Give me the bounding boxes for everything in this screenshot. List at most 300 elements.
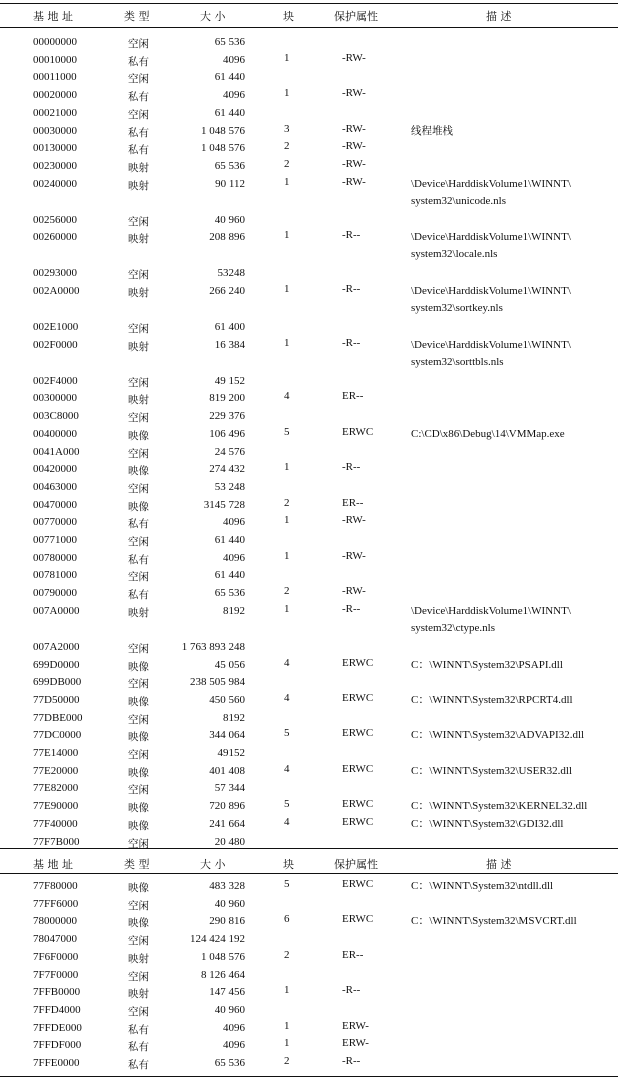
header-protection: 保护属性	[334, 10, 378, 23]
table1-header-rule	[0, 27, 618, 28]
cell-size: 65 536	[214, 587, 245, 600]
cell-blocks: 2	[284, 1055, 290, 1067]
cell-blocks: 2	[284, 585, 290, 598]
cell-description: \Device\HarddiskVolume1\WINNT\ system32\unicode.nls	[411, 177, 571, 207]
cell-size: 61 400	[214, 321, 245, 333]
cell-description: \Device\HarddiskVolume1\WINNT\ system32\locale.nls	[411, 231, 571, 261]
cell-size: 238 505 984	[190, 676, 245, 689]
table-row	[0, 779, 618, 797]
cell-protection: -R--	[342, 336, 361, 349]
table-row	[0, 566, 618, 584]
cell-size: 16 384	[214, 338, 245, 351]
cell-type: 空闲	[128, 837, 149, 850]
cell-blocks: 1	[284, 602, 290, 615]
table-row	[0, 602, 618, 638]
cell-type: 映像	[128, 882, 149, 894]
table-row	[0, 496, 618, 514]
cell-address: 7F7F0000	[33, 968, 79, 981]
cell-size: 450 560	[209, 693, 245, 706]
cell-type: 私有	[128, 1023, 149, 1036]
cell-blocks: 2	[284, 140, 290, 153]
cell-type: 空闲	[128, 108, 149, 121]
cell-type: 映像	[128, 500, 149, 513]
cell-address: 00011000	[33, 71, 77, 84]
cell-type: 空闲	[128, 1005, 149, 1018]
header-description: 描 述	[486, 10, 512, 23]
cell-address: 002E1000	[33, 321, 79, 333]
table-row	[0, 638, 618, 656]
cell-protection: -RW-	[342, 122, 366, 135]
cell-address: 7FFB0000	[33, 986, 81, 999]
table-row	[0, 443, 618, 461]
table-row	[0, 104, 618, 122]
cell-blocks: 5	[284, 727, 290, 740]
cell-size: 53 248	[214, 480, 245, 493]
table-row	[0, 460, 618, 478]
cell-blocks: 4	[284, 815, 290, 828]
cell-type: 映像	[128, 429, 149, 442]
cell-size: 1 048 576	[201, 142, 245, 155]
table-row	[0, 407, 618, 425]
cell-size: 344 064	[209, 729, 245, 742]
cell-size: 106 496	[209, 427, 245, 440]
cell-address: 77FF6000	[33, 897, 79, 910]
cell-type: 映射	[128, 988, 149, 1001]
table-row	[0, 912, 618, 930]
header-type: 类 型	[124, 10, 150, 23]
cell-blocks: 4	[284, 390, 290, 403]
table-row	[0, 389, 618, 407]
cell-address: 00020000	[33, 89, 77, 102]
cell-address: 00780000	[33, 551, 77, 564]
cell-blocks: 2	[284, 948, 290, 961]
cell-type: 空闲	[128, 482, 149, 495]
cell-size: 124 424 192	[190, 933, 245, 946]
cell-size: 65 536	[214, 1057, 245, 1069]
cell-type: 空闲	[128, 899, 149, 912]
cell-type: 映射	[128, 394, 149, 407]
cell-type: 空闲	[128, 749, 149, 761]
cell-type: 映像	[128, 819, 149, 832]
cell-address: 7F6F0000	[33, 950, 79, 963]
cell-address: 00293000	[33, 267, 77, 280]
cell-address: 00790000	[33, 587, 77, 600]
cell-protection: -R--	[342, 283, 361, 295]
cell-blocks: 2	[284, 157, 290, 170]
cell-size: 266 240	[209, 285, 245, 297]
header-size: 大 小	[200, 10, 226, 23]
cell-protection: ERWC	[342, 878, 374, 890]
table-row	[0, 656, 618, 674]
cell-address: 77E82000	[33, 782, 79, 795]
cell-address: 00300000	[33, 392, 77, 405]
cell-type: 映射	[128, 233, 149, 246]
cell-address: 77F7B000	[33, 835, 80, 848]
table-row	[0, 549, 618, 567]
cell-blocks: 4	[284, 656, 290, 669]
cell-blocks: 4	[284, 762, 290, 775]
cell-size: 4096	[223, 516, 245, 529]
cell-size: 274 432	[209, 463, 245, 476]
table-row	[0, 282, 618, 318]
cell-address: 00256000	[33, 213, 77, 226]
cell-type: 映射	[128, 287, 149, 299]
cell-address: 007A2000	[33, 640, 80, 653]
table-row	[0, 744, 618, 762]
cell-size: 208 896	[209, 231, 245, 244]
cell-protection: ERWC	[342, 798, 374, 811]
cell-address: 77E90000	[33, 800, 79, 813]
cell-address: 77D50000	[33, 693, 80, 706]
cell-type: 映射	[128, 179, 149, 192]
cell-type: 空闲	[128, 642, 149, 655]
cell-size: 40 960	[214, 213, 245, 226]
header-protection: 保护属性	[334, 858, 378, 871]
cell-type: 映射	[128, 340, 149, 353]
table-row	[0, 691, 618, 709]
cell-address: 00230000	[33, 159, 77, 172]
header-blocks: 块	[283, 858, 294, 871]
cell-blocks: 1	[284, 461, 290, 474]
cell-address: 7FFD4000	[33, 1003, 81, 1016]
cell-address: 00260000	[33, 231, 77, 244]
cell-description: C：\WINNT\System32\KERNEL32.dll	[411, 800, 588, 813]
cell-blocks: 1	[284, 229, 290, 242]
cell-size: 1 048 576	[201, 124, 245, 137]
cell-size: 147 456	[209, 986, 245, 999]
cell-protection: ER--	[342, 390, 364, 403]
cell-type: 映像	[128, 660, 149, 673]
cell-protection: -R--	[342, 602, 361, 615]
cell-type: 空闲	[128, 784, 149, 797]
cell-address: 77F40000	[33, 817, 78, 830]
cell-size: 720 896	[209, 800, 245, 813]
cell-protection: ERW-	[342, 1037, 369, 1050]
table-row	[0, 175, 618, 211]
table-row	[0, 122, 618, 140]
cell-blocks: 5	[284, 798, 290, 811]
cell-protection: ERW-	[342, 1019, 369, 1032]
cell-type: 空闲	[128, 412, 149, 425]
header-base-address: 基 地 址	[33, 858, 73, 871]
table-row	[0, 983, 618, 1001]
cell-address: 002F0000	[33, 338, 78, 351]
table-row	[0, 478, 618, 496]
cell-size: 4096	[223, 551, 245, 564]
cell-description: C:\CD\x86\Debug\14\VMMap.exe	[411, 427, 565, 440]
cell-blocks: 2	[284, 496, 290, 509]
cell-blocks: 6	[284, 913, 290, 926]
table-row	[0, 797, 618, 815]
cell-protection: ERWC	[342, 913, 374, 926]
cell-address: 00000000	[33, 36, 77, 48]
table2-header-rule	[0, 873, 618, 874]
cell-protection: ERWC	[342, 425, 374, 438]
cell-protection: -RW-	[342, 51, 366, 64]
cell-size: 24 576	[214, 445, 245, 458]
cell-type: 空闲	[128, 73, 149, 86]
cell-type: 映像	[128, 802, 149, 815]
cell-address: 00400000	[33, 427, 77, 440]
cell-address: 00781000	[33, 569, 77, 582]
cell-size: 3145 728	[203, 498, 245, 511]
table-row	[0, 211, 618, 229]
cell-size: 401 408	[209, 764, 245, 777]
cell-address: 78047000	[33, 933, 77, 946]
cell-size: 483 328	[209, 880, 245, 892]
cell-blocks: 1	[284, 1037, 290, 1050]
cell-protection: ERWC	[342, 762, 374, 775]
cell-address: 00240000	[33, 177, 77, 190]
table-row	[0, 584, 618, 602]
cell-address: 7FFDE000	[33, 1021, 82, 1034]
cell-type: 映像	[128, 766, 149, 779]
cell-address: 002A0000	[33, 285, 80, 297]
cell-blocks: 1	[284, 87, 290, 100]
cell-type: 映像	[128, 465, 149, 478]
header-base-address: 基 地 址	[33, 10, 73, 23]
cell-address: 00010000	[33, 53, 77, 66]
cell-description: C：\WINNT\System32\MSVCRT.dll	[411, 915, 577, 928]
cell-protection: -RW-	[342, 157, 366, 170]
cell-size: 4096	[223, 89, 245, 102]
header-size: 大 小	[200, 858, 226, 871]
cell-type: 空闲	[128, 215, 149, 228]
cell-size: 1 048 576	[201, 950, 245, 963]
cell-size: 4096	[223, 1021, 245, 1034]
table-row	[0, 895, 618, 913]
cell-description: 线程堆栈	[411, 124, 453, 137]
cell-size: 20 480	[214, 835, 245, 848]
cell-size: 4096	[223, 53, 245, 66]
cell-blocks: 5	[284, 425, 290, 438]
cell-protection: -RW-	[342, 175, 366, 188]
cell-size: 45 056	[214, 658, 245, 671]
cell-description: C：\WINNT\System32\PSAPI.dll	[411, 658, 563, 671]
table-row	[0, 726, 618, 744]
cell-type: 私有	[128, 589, 149, 602]
table-row	[0, 966, 618, 984]
cell-type: 私有	[128, 553, 149, 566]
cell-type: 空闲	[128, 38, 149, 50]
table-row	[0, 531, 618, 549]
cell-type: 私有	[128, 91, 149, 104]
header-description: 描 述	[486, 858, 512, 871]
cell-size: 65 536	[214, 159, 245, 172]
cell-blocks: 1	[284, 175, 290, 188]
cell-description: C：\WINNT\System32\GDI32.dll	[411, 817, 564, 830]
table-row	[0, 709, 618, 727]
cell-protection: -R--	[342, 984, 361, 997]
cell-description: C：\WINNT\System32\USER32.dll	[411, 764, 573, 777]
table-row	[0, 762, 618, 780]
cell-size: 49 152	[214, 374, 245, 387]
cell-type: 私有	[128, 1041, 149, 1054]
cell-address: 002F4000	[33, 374, 78, 387]
cell-size: 65 536	[214, 36, 245, 48]
cell-blocks: 5	[284, 878, 290, 890]
cell-type: 私有	[128, 144, 149, 157]
table-row	[0, 877, 618, 895]
table1-header	[0, 4, 618, 26]
cell-type: 空闲	[128, 970, 149, 983]
cell-protection: ERWC	[342, 656, 374, 669]
cell-type: 私有	[128, 126, 149, 139]
cell-size: 819 200	[209, 392, 245, 405]
cell-type: 映像	[128, 917, 149, 930]
table-row	[0, 1036, 618, 1054]
table-row	[0, 139, 618, 157]
cell-address: 7FFDF000	[33, 1039, 82, 1052]
table-row	[0, 425, 618, 443]
cell-size: 61 440	[214, 569, 245, 582]
cell-blocks: 4	[284, 691, 290, 704]
table-row	[0, 51, 618, 69]
cell-size: 4096	[223, 1039, 245, 1052]
cell-type: 映像	[128, 695, 149, 708]
cell-blocks: 1	[284, 549, 290, 562]
cell-type: 私有	[128, 518, 149, 531]
cell-type: 空闲	[128, 571, 149, 584]
cell-type: 映射	[128, 161, 149, 174]
cell-description: C：\WINNT\System32\ADVAPI32.dll	[411, 729, 585, 742]
header-blocks: 块	[283, 10, 294, 23]
cell-size: 8192	[223, 604, 245, 617]
table-row	[0, 1019, 618, 1037]
cell-address: 003C8000	[33, 410, 79, 423]
table-row	[0, 68, 618, 86]
table-row	[0, 673, 618, 691]
cell-size: 40 960	[214, 1003, 245, 1016]
cell-size: 229 376	[209, 410, 245, 423]
cell-size: 8 126 464	[201, 968, 245, 981]
cell-address: 77E14000	[33, 747, 79, 759]
cell-type: 空闲	[128, 713, 149, 726]
cell-address: 00770000	[33, 516, 77, 529]
table-row	[0, 1054, 618, 1072]
table-row	[0, 1001, 618, 1019]
cell-size: 1 763 893 248	[181, 640, 245, 653]
cell-blocks: 1	[284, 1019, 290, 1032]
cell-type: 空闲	[128, 935, 149, 948]
cell-size: 61 440	[214, 534, 245, 546]
cell-protection: -RW-	[342, 87, 366, 100]
cell-blocks: 1	[284, 336, 290, 349]
table2-header	[0, 852, 618, 874]
cell-type: 空闲	[128, 447, 149, 460]
cell-protection: ERWC	[342, 815, 374, 828]
cell-protection: -RW-	[342, 514, 366, 527]
table-row	[0, 513, 618, 531]
cell-address: 007A0000	[33, 604, 80, 617]
table-row	[0, 86, 618, 104]
cell-type: 映射	[128, 952, 149, 965]
cell-size: 40 960	[214, 897, 245, 910]
cell-protection: -RW-	[342, 140, 366, 153]
cell-size: 290 816	[209, 915, 245, 928]
cell-blocks: 1	[284, 51, 290, 64]
cell-address: 699DB000	[33, 676, 82, 689]
cell-type: 空闲	[128, 269, 149, 282]
cell-protection: -RW-	[342, 585, 366, 598]
table-row	[0, 264, 618, 282]
cell-blocks: 1	[284, 514, 290, 527]
cell-address: 00463000	[33, 480, 77, 493]
table-row	[0, 372, 618, 390]
table1-bottom-rule	[0, 848, 618, 849]
cell-protection: -R--	[342, 461, 361, 474]
header-type: 类 型	[124, 858, 150, 871]
cell-size: 61 440	[214, 106, 245, 119]
cell-type: 映射	[128, 606, 149, 619]
table-row	[0, 948, 618, 966]
cell-address: 00130000	[33, 142, 77, 155]
cell-size: 61 440	[214, 71, 245, 84]
cell-protection: -R--	[342, 229, 361, 242]
cell-protection: ER--	[342, 948, 364, 961]
cell-size: 90 112	[215, 177, 245, 190]
cell-protection: ERWC	[342, 727, 374, 740]
cell-address: 00021000	[33, 106, 77, 119]
table-row	[0, 336, 618, 372]
cell-blocks: 1	[284, 984, 290, 997]
table-row	[0, 930, 618, 948]
cell-protection: ER--	[342, 496, 364, 509]
cell-type: 空闲	[128, 536, 149, 548]
cell-size: 49152	[217, 747, 245, 759]
cell-type: 映像	[128, 731, 149, 744]
cell-description: \Device\HarddiskVolume1\WINNT\ system32\sorttbls.nls	[411, 338, 571, 368]
table-row	[0, 33, 618, 51]
cell-address: 0041A000	[33, 445, 80, 458]
table-row	[0, 157, 618, 175]
cell-size: 57 344	[214, 782, 245, 795]
cell-address: 699D0000	[33, 658, 80, 671]
cell-protection: ERWC	[342, 691, 374, 704]
cell-type: 空闲	[128, 376, 149, 389]
cell-protection: -R--	[342, 1055, 361, 1067]
cell-address: 77DC0000	[33, 729, 82, 742]
cell-address: 77DBE000	[33, 711, 83, 724]
cell-description: C：\WINNT\System32\RPCRT4.dll	[411, 693, 573, 706]
table-row	[0, 815, 618, 833]
cell-description: C：\WINNT\System32\ntdll.dll	[411, 880, 554, 892]
cell-description: \Device\HarddiskVolume1\WINNT\ system32\ctype.nls	[411, 604, 571, 634]
cell-type: 空闲	[128, 678, 149, 691]
cell-size: 241 664	[209, 817, 245, 830]
cell-address: 77E20000	[33, 764, 79, 777]
cell-address: 00470000	[33, 498, 77, 511]
cell-address: 00420000	[33, 463, 77, 476]
cell-address: 7FFE0000	[33, 1057, 80, 1069]
cell-type: 私有	[128, 1059, 149, 1071]
cell-size: 53248	[217, 267, 245, 280]
cell-address: 00030000	[33, 124, 77, 137]
cell-blocks: 1	[284, 283, 290, 295]
table-row	[0, 228, 618, 264]
cell-address: 78000000	[33, 915, 77, 928]
cell-address: 00771000	[33, 534, 77, 546]
table2-bottom-rule	[0, 1076, 618, 1077]
cell-type: 空闲	[128, 323, 149, 335]
cell-blocks: 3	[284, 122, 290, 135]
table-row	[0, 318, 618, 336]
cell-address: 77F80000	[33, 880, 78, 892]
cell-type: 私有	[128, 55, 149, 68]
cell-protection: -RW-	[342, 549, 366, 562]
cell-size: 8192	[223, 711, 245, 724]
cell-description: \Device\HarddiskVolume1\WINNT\ system32\sortkey.nls	[411, 285, 571, 314]
